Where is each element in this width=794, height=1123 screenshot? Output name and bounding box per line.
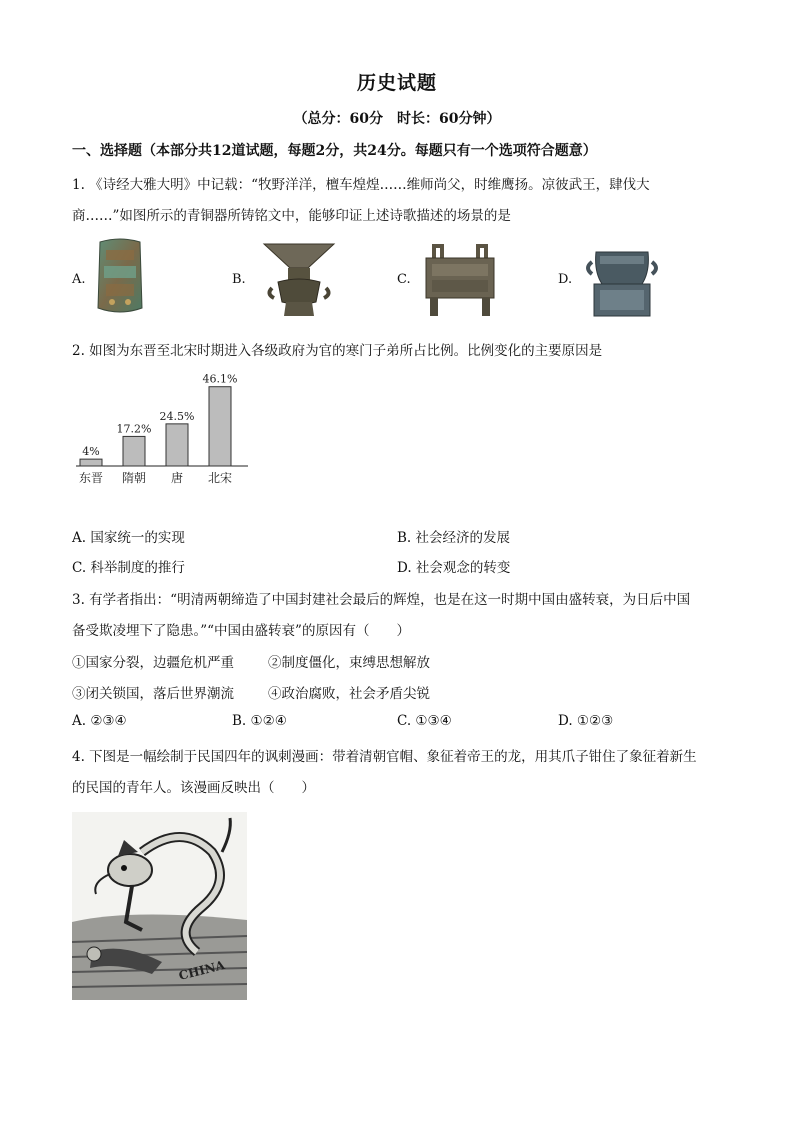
chart-bar-0 — [80, 459, 102, 466]
q3-line2: 备受欺凌埋下了隐患。”“中国由盛转衰”的原因有（ ） — [72, 623, 410, 639]
q1-option-b[interactable]: B. — [232, 272, 246, 287]
q3-item-1: ①国家分裂，边疆危机严重 — [72, 655, 234, 671]
q1-line2: 商……”如图所示的青铜器所铸铭文中，能够印证上述诗歌描述的场景的是 — [72, 208, 511, 224]
page-title: 历史试题 — [356, 72, 437, 94]
q1-option-a[interactable]: A. — [72, 272, 86, 287]
q4-line2: 的民国的青年人。该漫画反映出（ ） — [72, 780, 315, 796]
q1-option-d[interactable]: D. — [558, 272, 573, 287]
q3-option-b[interactable]: B. ①②④ — [232, 713, 287, 729]
bronze-ding-cauldron-image — [420, 244, 500, 318]
q2-option-c[interactable]: C. 科举制度的推行 — [72, 560, 185, 576]
q3-option-c[interactable]: C. ①③④ — [397, 713, 452, 729]
dragon-cartoon-image — [72, 812, 247, 1000]
q3-option-a[interactable]: A. ②③④ — [72, 713, 127, 729]
q2-line1: 2. 如图为东晋至北宋时期进入各级政府为官的寒门子弟所占比例。比例变化的主要原因是 — [72, 343, 603, 359]
q3-line1: 3. 有学者指出：“明清两朝缔造了中国封建社会最后的辉煌，也是在这一时期中国由盛转衰，为日后中国 — [72, 592, 691, 608]
chart-category-label-3: 北宋 — [207, 471, 233, 485]
bronze-plaque-image — [90, 236, 150, 318]
q3-option-d[interactable]: D. ①②③ — [558, 713, 614, 729]
q4-line1: 4. 下图是一幅绘制于民国四年的讽刺漫画：带着清朝官帽、象征着帝王的龙，用其爪子钳住了象征着新生 — [72, 749, 697, 765]
chart-data-label-2: 24.5% — [159, 409, 195, 423]
cartoon-caption: CHINA — [177, 958, 227, 983]
chart-bar-1 — [123, 436, 145, 466]
chart-data-label-3: 46.1% — [202, 372, 238, 386]
chart-bar-3 — [209, 387, 231, 466]
chart-data-label-1: 17.2% — [116, 422, 152, 436]
q1-option-c[interactable]: C. — [397, 272, 411, 287]
bronze-zun-vessel-image — [258, 240, 340, 318]
section-heading: 一、选择题（本部分共12道试题，每题2分，共24分。每题只有一个选项符合题意） — [72, 143, 597, 159]
q2-option-a[interactable]: A. 国家统一的实现 — [72, 530, 185, 546]
chart-bar-2 — [166, 424, 188, 466]
bar-chart — [76, 362, 256, 488]
exam-info: （总分：60分 时长：60分钟） — [293, 111, 501, 127]
q3-item-4: ④政治腐败，社会矛盾尖锐 — [268, 686, 430, 702]
chart-data-label-0: 4% — [82, 445, 100, 459]
chart-category-label-0: 东晋 — [78, 471, 104, 485]
q2-option-d[interactable]: D. 社会观念的转变 — [397, 560, 511, 576]
bronze-gui-vessel-image — [584, 244, 660, 318]
q3-item-3: ③闭关锁国，落后世界潮流 — [72, 686, 234, 702]
q1-line1: 1. 《诗经大雅大明》中记载：“牧野洋洋，檀车煌煌……维师尚父，时维鹰扬。凉彼武王，肆伐大 — [72, 177, 650, 193]
chart-category-label-2: 唐 — [170, 471, 184, 485]
q2-option-b[interactable]: B. 社会经济的发展 — [397, 530, 511, 546]
chart-category-label-1: 隋朝 — [121, 471, 147, 485]
q3-item-2: ②制度僵化，束缚思想解放 — [268, 655, 430, 671]
